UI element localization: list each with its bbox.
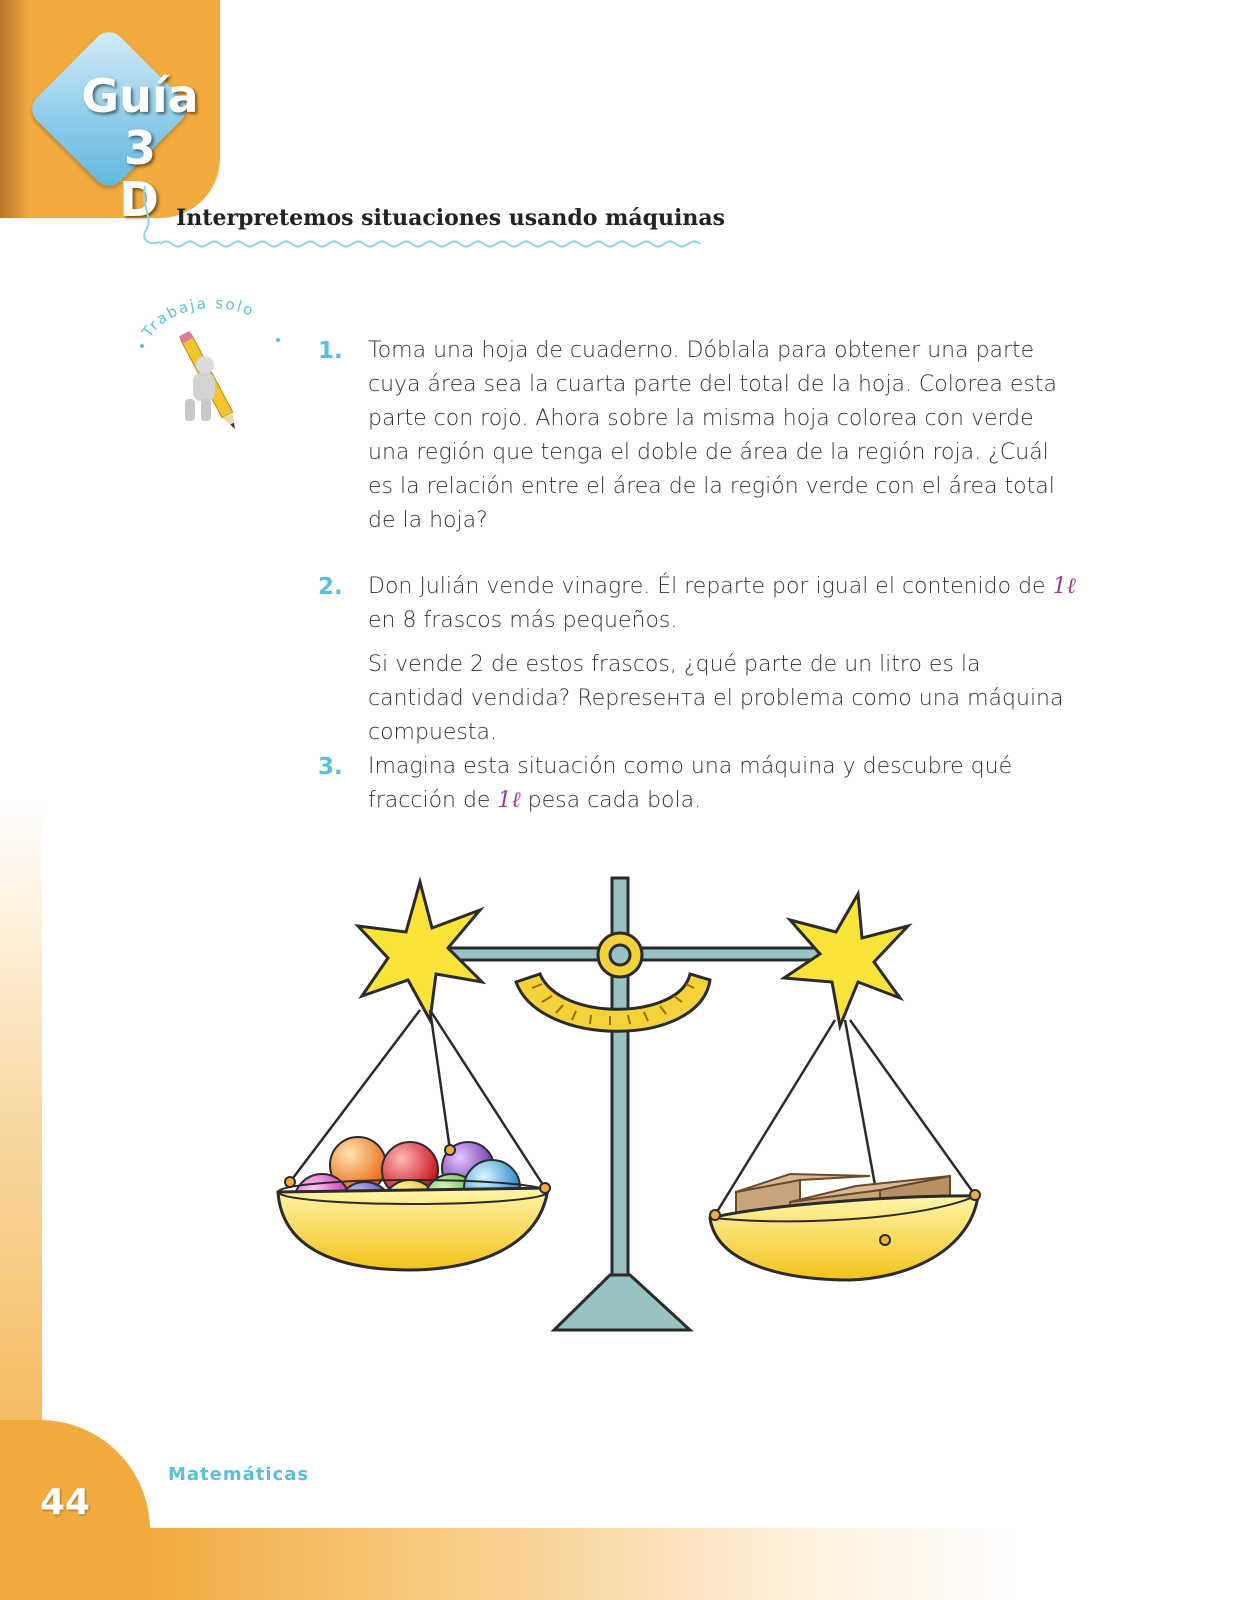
exercise-3-text-b: pesa cada bola. xyxy=(520,788,702,813)
guide-title-line2: D xyxy=(119,172,159,228)
exercise-2-text-a: Don Julián vende vinagre. Él reparte por igual el contenido de xyxy=(368,574,1053,599)
exercise-1-number: 1. xyxy=(318,338,343,364)
footer-bar xyxy=(140,1528,1236,1600)
guide-title-line1: Guía 3 xyxy=(81,69,199,175)
header-corner-shade xyxy=(0,0,30,218)
exercise-1-text: Toma una hoja de cuaderno. Dóblala para obtener una parte cuya área sea la cuarta parte del total de la hoja. Colorea esta parte con rojo. Ahora sobre la misma hoja colorea con verde una región que tenga el doble de área de la región roja. ¿Cuál es la relación entre el área de la región verde con el área total de la hoja? xyxy=(368,338,1057,533)
exercise-3-text-a: Imagina esta situación como una máquina y descubre qué fracción de xyxy=(368,754,1013,813)
page-number: 44 xyxy=(40,1482,91,1523)
exercise-2-text-b: en 8 frascos más pequeños. xyxy=(368,608,678,633)
pencil-person-icon xyxy=(175,325,245,440)
exercise-2-number: 2. xyxy=(318,574,343,600)
exercise-2-text xyxy=(368,570,1078,638)
exercise-3 xyxy=(318,750,1078,818)
exercise-3-text xyxy=(368,750,1078,818)
exercise-2-question: Si vende 2 de estos frascos, ¿qué parte de un litro es la cantidad vendida? Represента el problema como una máquina compuesta. xyxy=(368,652,1064,745)
subject-label: Matemáticas xyxy=(168,1464,310,1485)
balance-scale-illustration xyxy=(270,870,990,1350)
liter-symbol: 1ℓ xyxy=(1052,574,1076,599)
exercise-3-number: 3. xyxy=(318,754,343,780)
exercise-2 xyxy=(318,570,1078,750)
liter-symbol: 1ℓ xyxy=(497,788,521,813)
work-mode-text: Trabaja solo xyxy=(138,294,258,341)
exercise-1 xyxy=(318,334,1078,538)
section-heading: Interpretemos situaciones usando máquinas xyxy=(176,205,726,231)
